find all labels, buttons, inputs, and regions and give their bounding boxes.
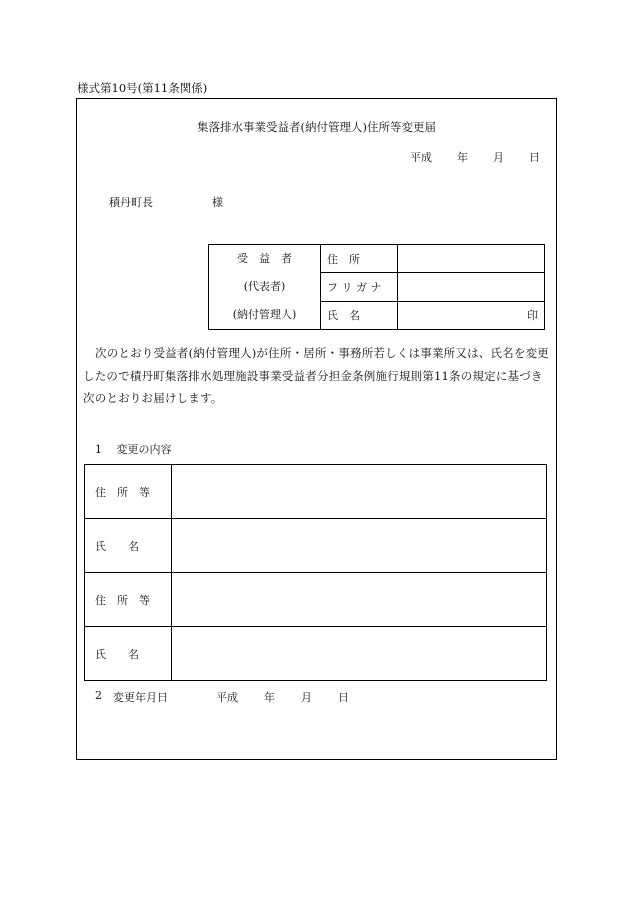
role-line-payment-manager: (納付管理人) <box>232 308 297 321</box>
change-date <box>216 689 349 705</box>
form-number-label: 様式第10号(第11条関係) <box>77 81 208 95</box>
notification-statement: 次のとおり受益者(納付管理人)が住所・居所・事務所若しくは事業所又は、氏名を変更したので積丹町集落排水処理施設事業受益者分担金条例施行規則第11条の規定に基づき次のとおりお届けします。 <box>83 346 549 405</box>
section-1-heading <box>95 441 172 457</box>
table-row <box>85 519 547 573</box>
form-frame <box>76 98 557 760</box>
addressee <box>109 194 223 210</box>
table-row <box>85 465 547 519</box>
change-value-name-2[interactable] <box>172 627 547 681</box>
form-title: 集落排水事業受益者(納付管理人)住所等変更届 <box>197 120 436 134</box>
table-row <box>85 627 547 681</box>
section-2-title: 変更年月日 <box>113 691 168 704</box>
furigana-field[interactable] <box>398 273 545 301</box>
change-value-name-1[interactable] <box>172 519 547 573</box>
section-1-title: 変更の内容 <box>116 443 172 456</box>
furigana-label: フ リ ガ ナ <box>321 273 398 301</box>
address-label: 住 所 <box>321 245 398 273</box>
change-label-address-1: 住 所 等 <box>85 465 172 519</box>
address-field[interactable] <box>398 245 545 273</box>
change-label-address-2: 住 所 等 <box>85 573 172 627</box>
addressee-name: 積丹町長 <box>109 196 153 209</box>
change-date-month: 月 <box>301 691 312 704</box>
date-day: 日 <box>529 151 540 164</box>
change-value-address-2[interactable] <box>172 573 547 627</box>
section-2-number: 2 <box>95 689 102 702</box>
applicant-table <box>208 244 545 330</box>
change-label-name-2: 氏 名 <box>85 627 172 681</box>
change-date-day: 日 <box>338 691 349 704</box>
applicant-role-cell <box>209 245 321 330</box>
submission-date <box>410 149 540 165</box>
table-row <box>85 573 547 627</box>
change-date-year: 年 <box>264 691 275 704</box>
change-date-era: 平成 <box>216 691 238 704</box>
addressee-honorific: 様 <box>212 196 223 209</box>
section-2-change-date <box>95 689 349 705</box>
role-line-representative: (代表者) <box>243 280 286 293</box>
name-label: 氏 名 <box>321 301 398 329</box>
change-label-name-1: 氏 名 <box>85 519 172 573</box>
date-era: 平成 <box>410 151 432 164</box>
name-field-seal[interactable]: 印 <box>398 301 545 329</box>
change-value-address-1[interactable] <box>172 465 547 519</box>
role-line-beneficiary: 受 益 者 <box>237 252 292 265</box>
date-year: 年 <box>457 151 468 164</box>
changes-table <box>84 464 547 681</box>
section-1-number: 1 <box>95 443 102 456</box>
date-month: 月 <box>493 151 504 164</box>
